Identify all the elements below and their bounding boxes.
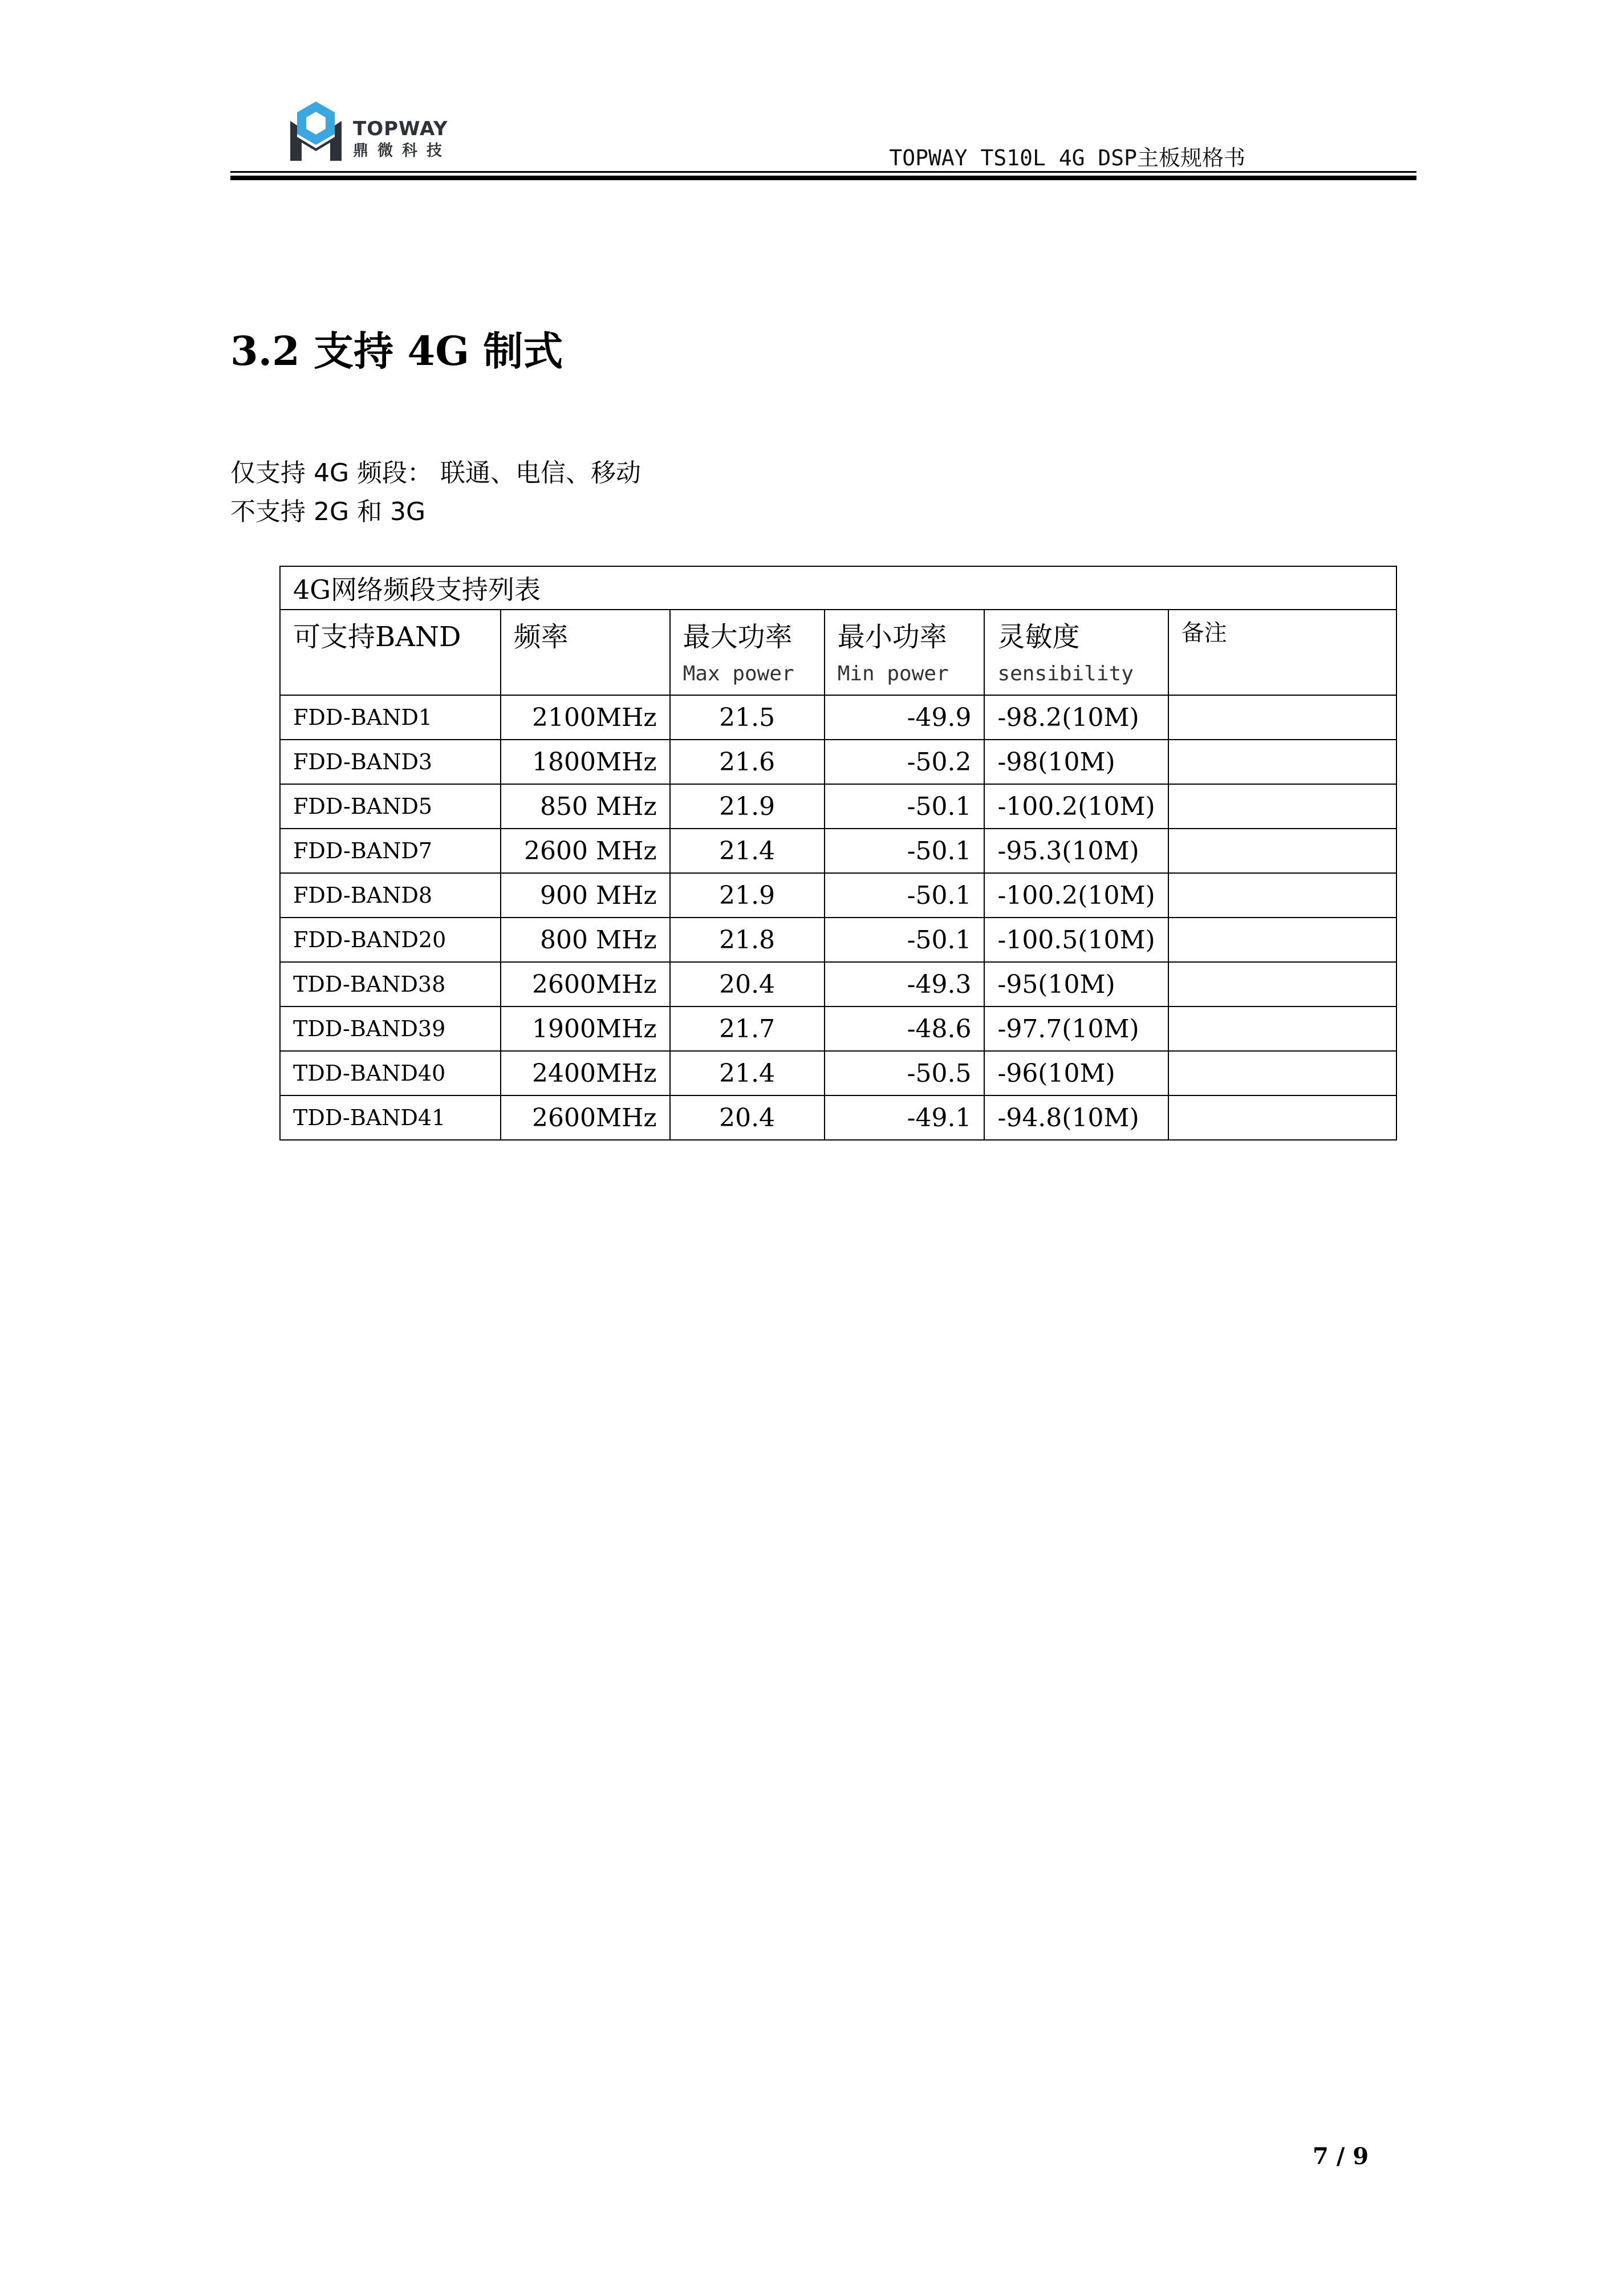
- cell-band: FDD-BAND20: [280, 918, 501, 962]
- cell-note: [1168, 1095, 1396, 1140]
- header-min-power-sub: Min power: [837, 662, 949, 685]
- cell-band: FDD-BAND7: [280, 829, 501, 873]
- cell-sensitivity: -94.8(10M): [984, 1095, 1168, 1140]
- header-min-power-label: 最小功率: [837, 621, 947, 653]
- table-row: [280, 784, 1396, 829]
- topway-logo: [285, 97, 461, 165]
- cell-sensitivity: -100.2(10M): [984, 873, 1168, 918]
- table-caption: 4G网络频段支持列表: [280, 566, 1396, 610]
- intro-line-supported: 仅支持 4G 频段： 联通、电信、移动: [230, 458, 642, 488]
- cell-max-power: 21.6: [670, 740, 825, 784]
- table-row: [280, 962, 1396, 1006]
- cell-band: TDD-BAND38: [280, 962, 501, 1006]
- table-row: [280, 1051, 1396, 1095]
- cell-band: FDD-BAND3: [280, 740, 501, 784]
- cell-max-power: 21.8: [670, 918, 825, 962]
- header-sensitivity: [984, 610, 1168, 695]
- cell-min-power: -49.3: [825, 962, 985, 1006]
- table-row: [280, 1095, 1396, 1140]
- cell-max-power: 21.9: [670, 784, 825, 829]
- cell-band: TDD-BAND39: [280, 1006, 501, 1051]
- intro-text: [230, 454, 641, 531]
- cell-frequency: 2600MHz: [501, 962, 670, 1006]
- cell-min-power: -50.2: [825, 740, 985, 784]
- cell-min-power: -48.6: [825, 1006, 985, 1051]
- logo-chinese-name: 鼎微科技: [353, 142, 451, 160]
- cell-frequency: 2600 MHz: [501, 829, 670, 873]
- cell-band: TDD-BAND40: [280, 1051, 501, 1095]
- cell-sensitivity: -96(10M): [984, 1051, 1168, 1095]
- cell-note: [1168, 695, 1396, 740]
- cell-max-power: 20.4: [670, 1095, 825, 1140]
- header-max-power-label: 最大功率: [683, 621, 793, 653]
- cell-sensitivity: -98.2(10M): [984, 695, 1168, 740]
- cell-note: [1168, 962, 1396, 1006]
- table-row: [280, 873, 1396, 918]
- header-max-power-sub: Max power: [683, 662, 794, 685]
- cell-note: [1168, 873, 1396, 918]
- cell-max-power: 21.4: [670, 829, 825, 873]
- cell-min-power: -50.1: [825, 918, 985, 962]
- cell-note: [1168, 829, 1396, 873]
- section-title: 3.2 支持 4G 制式: [230, 327, 563, 375]
- header-max-power: [670, 610, 825, 695]
- header-min-power: [825, 610, 985, 695]
- header-frequency: 频率: [501, 610, 670, 695]
- page-header: [230, 91, 1416, 182]
- cell-sensitivity: -95(10M): [984, 962, 1168, 1006]
- table-row: [280, 1006, 1396, 1051]
- cell-frequency: 850 MHz: [501, 784, 670, 829]
- cell-sensitivity: -100.2(10M): [984, 784, 1168, 829]
- cell-note: [1168, 1006, 1396, 1051]
- document-title: TOPWAY TS10L 4G DSP主板规格书: [889, 145, 1245, 171]
- cell-note: [1168, 1051, 1396, 1095]
- cell-min-power: -49.9: [825, 695, 985, 740]
- cell-frequency: 800 MHz: [501, 918, 670, 962]
- cell-sensitivity: -100.5(10M): [984, 918, 1168, 962]
- table-row: [280, 740, 1396, 784]
- cell-min-power: -50.5: [825, 1051, 985, 1095]
- table-row: [280, 918, 1396, 962]
- cell-note: [1168, 740, 1396, 784]
- cell-frequency: 2600MHz: [501, 1095, 670, 1140]
- cell-sensitivity: -95.3(10M): [984, 829, 1168, 873]
- page-number: 7 / 9: [1313, 2143, 1369, 2170]
- table-row: [280, 829, 1396, 873]
- cell-frequency: 1900MHz: [501, 1006, 670, 1051]
- cell-frequency: 1800MHz: [501, 740, 670, 784]
- header-sensitivity-label: 灵敏度: [997, 621, 1080, 653]
- header-note: [1168, 610, 1396, 695]
- header-note-label: 备注: [1181, 620, 1227, 646]
- cell-min-power: -50.1: [825, 829, 985, 873]
- intro-line-unsupported: 不支持 2G 和 3G: [230, 497, 426, 526]
- table-row: [280, 695, 1396, 740]
- header-band: 可支持BAND: [280, 610, 501, 695]
- cell-note: [1168, 784, 1396, 829]
- cell-frequency: 900 MHz: [501, 873, 670, 918]
- cell-max-power: 20.4: [670, 962, 825, 1006]
- header-rule-thick: [230, 176, 1416, 180]
- band-rows: [280, 695, 1396, 1140]
- cell-min-power: -50.1: [825, 784, 985, 829]
- logo-mark-icon: [285, 97, 347, 165]
- cell-sensitivity: -97.7(10M): [984, 1006, 1168, 1051]
- header-sensitivity-sub: sensibility: [997, 662, 1134, 685]
- cell-max-power: 21.7: [670, 1006, 825, 1051]
- table-header-row: [280, 610, 1396, 695]
- cell-sensitivity: -98(10M): [984, 740, 1168, 784]
- cell-band: TDD-BAND41: [280, 1095, 501, 1140]
- logo-brand: TOPWAY: [353, 117, 448, 140]
- cell-max-power: 21.5: [670, 695, 825, 740]
- cell-band: FDD-BAND1: [280, 695, 501, 740]
- cell-band: FDD-BAND8: [280, 873, 501, 918]
- cell-max-power: 21.4: [670, 1051, 825, 1095]
- band-support-table: [279, 566, 1397, 1141]
- cell-note: [1168, 918, 1396, 962]
- cell-frequency: 2400MHz: [501, 1051, 670, 1095]
- header-rule-thin: [230, 171, 1416, 173]
- cell-min-power: -49.1: [825, 1095, 985, 1140]
- cell-min-power: -50.1: [825, 873, 985, 918]
- cell-band: FDD-BAND5: [280, 784, 501, 829]
- cell-max-power: 21.9: [670, 873, 825, 918]
- cell-frequency: 2100MHz: [501, 695, 670, 740]
